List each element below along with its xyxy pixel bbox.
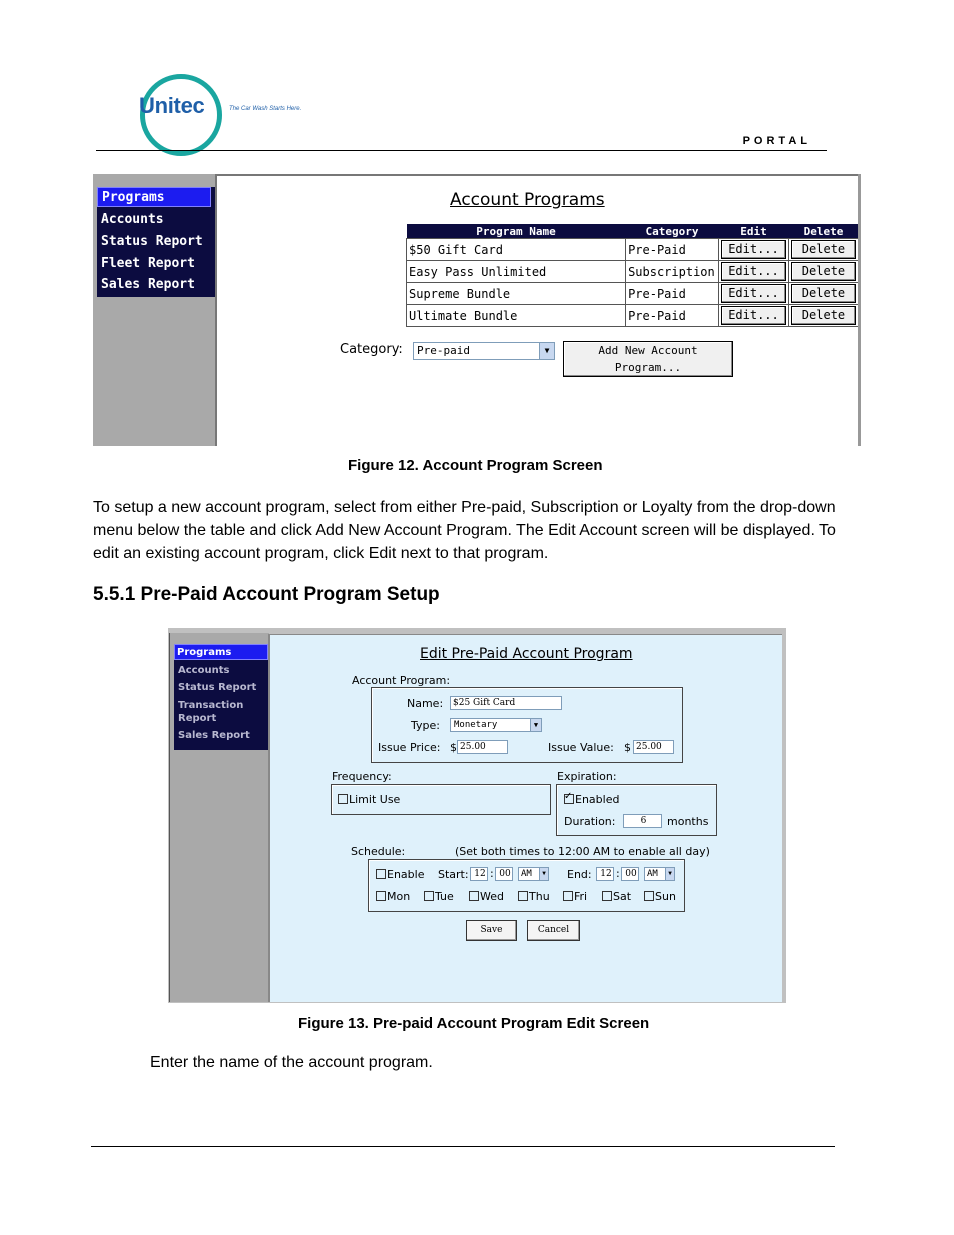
closing-sentence: Enter the name of the account program. (150, 1054, 433, 1071)
category-cell: Pre-Paid (626, 283, 719, 305)
day-label: Fri (574, 890, 588, 903)
window-edge (858, 174, 861, 446)
checkbox-checked-icon (564, 794, 574, 804)
section-label: PORTAL (742, 135, 811, 147)
issue-price-label: Issue Price: (378, 741, 441, 754)
end-minute-input[interactable]: 00 (621, 867, 639, 881)
end-label: End: (567, 868, 592, 881)
chevron-down-icon: ▼ (530, 719, 541, 731)
day-label: Mon (387, 890, 411, 903)
day-label: Sun (655, 890, 676, 903)
enabled-label: Enabled (575, 793, 620, 806)
edit-button[interactable]: Edit... (721, 284, 786, 303)
checkbox-icon (563, 891, 573, 901)
end-ampm-value: AM (647, 869, 658, 879)
checkbox-icon (424, 891, 434, 901)
end-colon: : (616, 867, 620, 880)
start-label: Start: (438, 868, 469, 881)
checkbox-icon (602, 891, 612, 901)
edit-button[interactable]: Edit... (721, 306, 786, 325)
add-new-account-program-button[interactable]: Add New Account Program... (563, 341, 733, 377)
checkbox-icon (469, 891, 479, 901)
column-header-program-name: Program Name (407, 224, 626, 239)
cancel-button[interactable]: Cancel (527, 920, 580, 941)
end-ampm-select[interactable] (644, 867, 675, 881)
save-button[interactable]: Save (466, 920, 517, 941)
category-cell: Pre-Paid (626, 239, 719, 261)
category-cell: Subscription (626, 261, 719, 283)
limit-use-checkbox[interactable] (338, 793, 400, 806)
section-heading: 5.5.1 Pre-Paid Account Program Setup (93, 584, 440, 605)
main-panel (215, 174, 859, 446)
unitec-logo-text: Unitec (139, 93, 205, 118)
sidebar (93, 174, 215, 446)
edit-form-panel (268, 634, 782, 1002)
sidebar-item-programs[interactable]: Programs (174, 644, 268, 660)
body-paragraph: To setup a new account program, select from either Pre-paid, Subscription or Loyalty from the drop-down menu below the table and click Add New Account Program. The Edit Account screen will be displayed. To edit an existing account program, click Edit next to that program. (93, 499, 836, 562)
table-row (407, 283, 859, 305)
figure-12-caption: Figure 12. Account Program Screen (348, 457, 603, 474)
schedule-label: Schedule: (351, 845, 406, 858)
day-label: Thu (529, 890, 550, 903)
delete-button[interactable]: Delete (791, 240, 856, 259)
day-fri-checkbox[interactable] (563, 890, 587, 903)
frequency-label: Frequency: (332, 770, 392, 783)
sidebar-item-accounts[interactable]: Accounts (101, 212, 164, 227)
enabled-checkbox[interactable] (564, 793, 619, 806)
program-name-cell: Supreme Bundle (407, 283, 626, 305)
expiration-box (556, 784, 717, 836)
program-name-cell: $50 Gift Card (407, 239, 626, 261)
issue-price-input[interactable]: 25.00 (457, 740, 508, 754)
program-name-cell: Ultimate Bundle (407, 305, 626, 327)
table-row (407, 239, 859, 261)
sidebar-item-sales-report[interactable]: Sales Report (178, 730, 250, 741)
duration-unit: months (667, 815, 709, 828)
start-ampm-value: AM (521, 869, 532, 879)
programs-table (406, 224, 859, 327)
table-row (407, 261, 859, 283)
column-header-edit: Edit (718, 224, 788, 239)
checkbox-icon (338, 794, 348, 804)
checkbox-icon (518, 891, 528, 901)
edit-prepaid-screenshot (168, 628, 786, 1003)
sidebar-item-programs[interactable]: Programs (97, 187, 211, 207)
sidebar-item-sales-report[interactable]: Sales Report (101, 277, 195, 292)
end-hour-input[interactable]: 12 (596, 867, 614, 881)
sidebar-item-transaction-report[interactable]: Transaction Report (178, 700, 244, 724)
column-header-delete: Delete (788, 224, 858, 239)
name-label: Name: (407, 697, 444, 710)
start-minute-input[interactable]: 00 (495, 867, 513, 881)
day-label: Sat (613, 890, 632, 903)
start-ampm-select[interactable] (518, 867, 549, 881)
delete-button[interactable]: Delete (791, 284, 856, 303)
column-header-category: Category (626, 224, 719, 239)
day-thu-checkbox[interactable] (518, 890, 550, 903)
type-label: Type: (411, 719, 440, 732)
page-title: Account Programs (450, 190, 605, 210)
duration-input[interactable]: 6 (623, 814, 662, 828)
day-label: Tue (435, 890, 454, 903)
limit-use-label: Limit Use (349, 793, 401, 806)
duration-label: Duration: (564, 815, 616, 828)
day-label: Wed (480, 890, 504, 903)
schedule-enable-checkbox[interactable] (376, 868, 424, 881)
checkbox-icon (376, 869, 386, 879)
account-program-label: Account Program: (352, 674, 451, 687)
program-name-cell: Easy Pass Unlimited (407, 261, 626, 283)
day-sun-checkbox[interactable] (644, 890, 676, 903)
checkbox-icon (644, 891, 654, 901)
type-select[interactable] (450, 718, 542, 732)
account-programs-screenshot (93, 174, 861, 446)
issue-value-currency: $ (624, 741, 631, 754)
chevron-down-icon: ▼ (539, 343, 554, 359)
schedule-note: (Set both times to 12:00 AM to enable all day) (455, 845, 710, 858)
day-wed-checkbox[interactable] (469, 890, 504, 903)
category-label: Category: (340, 342, 403, 357)
sidebar-item-fleet-report[interactable]: Fleet Report (101, 256, 195, 271)
unitec-logo-tagline: The Car Wash Starts Here. (229, 106, 302, 112)
category-select[interactable] (413, 342, 555, 360)
day-sat-checkbox[interactable] (602, 890, 631, 903)
chevron-down-icon: ▼ (539, 868, 548, 880)
header-rule (96, 150, 827, 151)
delete-button[interactable]: Delete (791, 306, 856, 325)
table-header-row (407, 224, 859, 239)
checkbox-icon (376, 891, 386, 901)
day-tue-checkbox[interactable] (424, 890, 454, 903)
category-select-value: Pre-paid (417, 344, 470, 357)
sidebar (169, 633, 269, 1002)
expiration-label: Expiration: (557, 770, 617, 783)
start-hour-input[interactable]: 12 (470, 867, 488, 881)
edit-button[interactable]: Edit... (721, 262, 786, 281)
table-row (407, 305, 859, 327)
sidebar-item-status-report[interactable]: Status Report (178, 682, 257, 693)
form-title: Edit Pre-Paid Account Program (420, 646, 633, 662)
footer-rule (91, 1146, 835, 1147)
figure-13-caption: Figure 13. Pre-paid Account Program Edit Screen (298, 1015, 650, 1032)
chevron-down-icon: ▼ (665, 868, 674, 880)
issue-price-currency: $ (450, 741, 457, 754)
edit-button[interactable]: Edit... (721, 240, 786, 259)
category-cell: Pre-Paid (626, 305, 719, 327)
schedule-enable-label: Enable (387, 868, 425, 881)
type-select-value: Monetary (454, 720, 498, 730)
sidebar-item-accounts[interactable]: Accounts (178, 665, 230, 676)
day-mon-checkbox[interactable] (376, 890, 410, 903)
delete-button[interactable]: Delete (791, 262, 856, 281)
issue-value-label: Issue Value: (548, 741, 614, 754)
name-input[interactable]: $25 Gift Card (450, 696, 562, 710)
start-colon: : (490, 867, 494, 880)
issue-value-input[interactable]: 25.00 (633, 740, 674, 754)
sidebar-item-status-report[interactable]: Status Report (101, 234, 203, 249)
